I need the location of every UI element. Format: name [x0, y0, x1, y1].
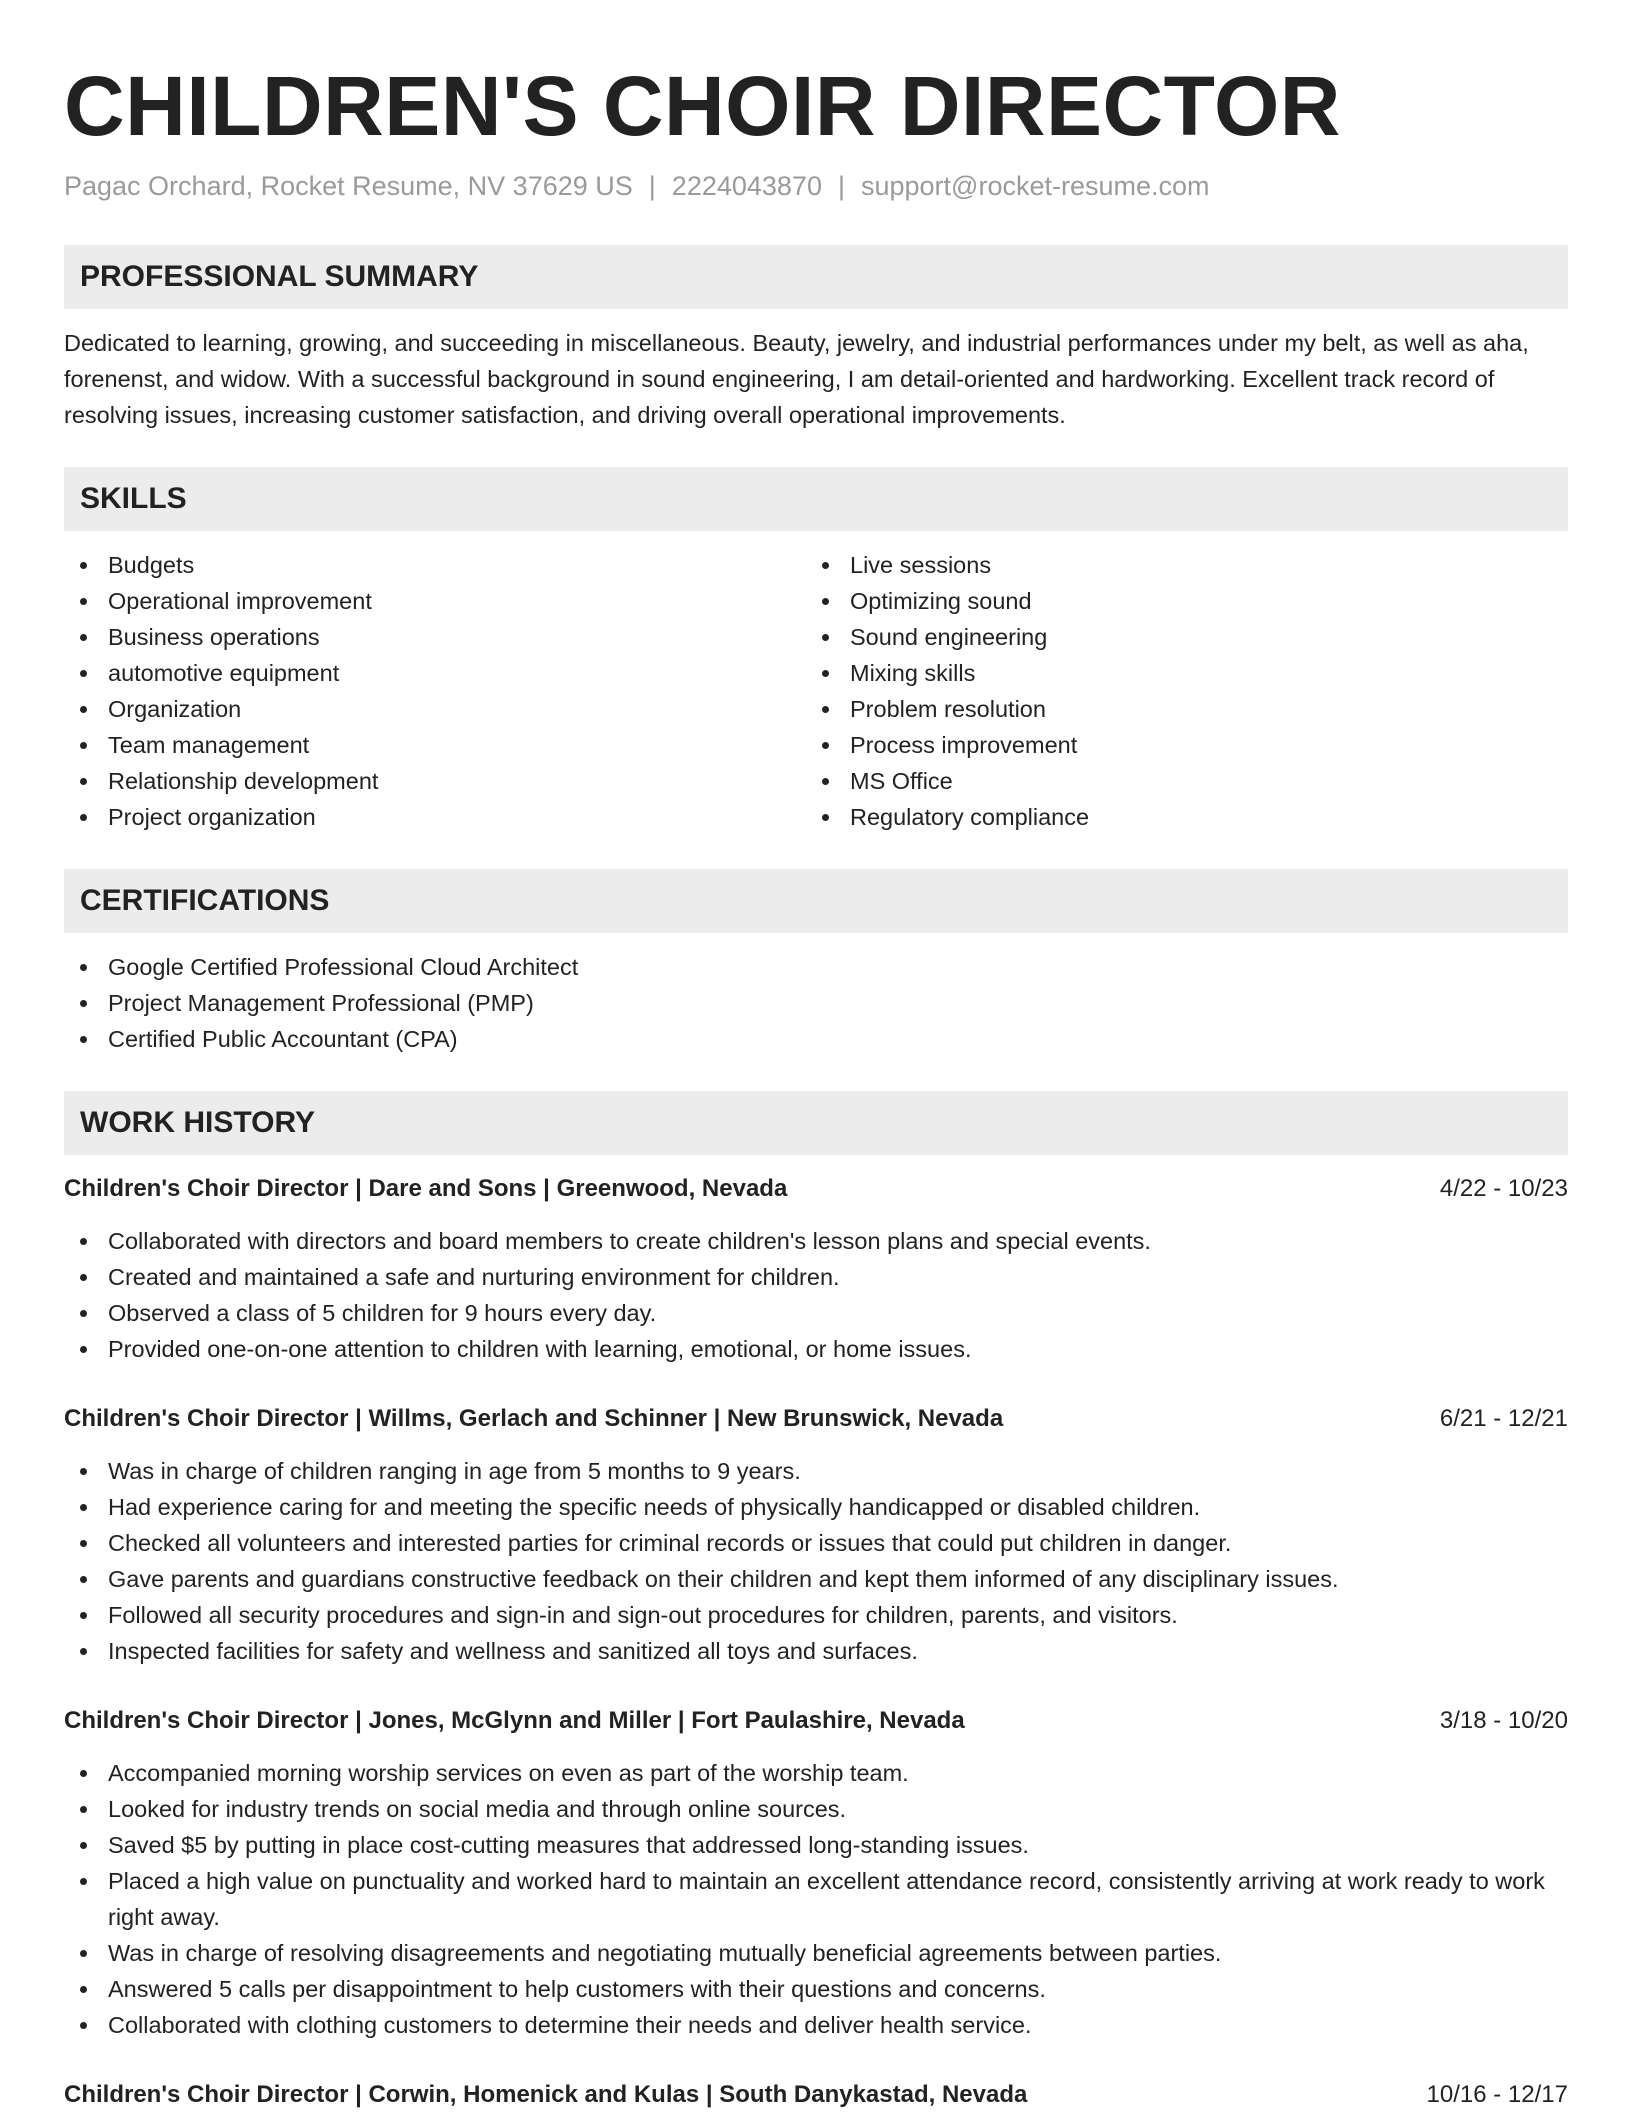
list-item: automotive equipment — [64, 655, 806, 691]
certifications-list — [64, 949, 1568, 1057]
list-item: Provided one-on-one attention to children with learning, emotional, or home issues. — [64, 1331, 1568, 1367]
contact-separator: | — [648, 171, 656, 201]
list-item: Process improvement — [806, 727, 1548, 763]
job-title: Children's Choir Director | Corwin, Homenick and Kulas | South Danykastad, Nevada — [64, 2081, 1028, 2108]
job-bullets — [64, 1755, 1568, 2043]
list-item: Budgets — [64, 547, 806, 583]
work-history-section — [64, 1091, 1568, 2113]
job-entry — [64, 1703, 1568, 2043]
job-entry — [64, 2077, 1568, 2113]
job-entry — [64, 1171, 1568, 1367]
job-header — [64, 1171, 1568, 1207]
contact-separator: | — [837, 171, 845, 201]
job-bullets — [64, 1453, 1568, 1669]
skills-column-right — [806, 547, 1548, 835]
list-item: Team management — [64, 727, 806, 763]
list-item: Regulatory compliance — [806, 799, 1548, 835]
job-bullets — [64, 1223, 1568, 1367]
job-title: Children's Choir Director | Jones, McGlynn and Miller | Fort Paulashire, Nevada — [64, 1707, 965, 1734]
contact-email: support@rocket-resume.com — [860, 171, 1210, 201]
summary-heading: PROFESSIONAL SUMMARY — [64, 245, 1568, 309]
skills-list-left — [64, 547, 806, 835]
job-title: Children's Choir Director | Dare and Sons | Greenwood, Nevada — [64, 1175, 788, 1202]
list-item: Answered 5 calls per disappointment to help customers with their questions and concerns. — [64, 1971, 1568, 2007]
certifications-section — [64, 869, 1568, 1057]
contact-phone: 2224043870 — [671, 171, 822, 201]
skills-list-right — [806, 547, 1548, 835]
summary-text: Dedicated to learning, growing, and succeeding in miscellaneous. Beauty, jewelry, and industrial performances under my belt, as well as aha, forenenst, and widow. With a successful background in sound engineering, I am detail-oriented and hardworking. Excellent track record of resolving issues, increasing customer satisfaction, and driving overall operational improvements. — [64, 330, 1529, 428]
list-item: Created and maintained a safe and nurturing environment for children. — [64, 1259, 1568, 1295]
job-dates: 3/18 - 10/20 — [1439, 1707, 1568, 1734]
skills-grid — [64, 547, 1568, 835]
list-item: Was in charge of resolving disagreements and negotiating mutually beneficial agreements between parties. — [64, 1935, 1568, 1971]
job-header — [64, 2077, 1568, 2113]
list-item: Google Certified Professional Cloud Architect — [64, 949, 1568, 985]
job-title: Children's Choir Director | Willms, Gerlach and Schinner | New Brunswick, Nevada — [64, 1405, 1004, 1432]
list-item: Had experience caring for and meeting the specific needs of physically handicapped or disabled children. — [64, 1489, 1568, 1525]
list-item: Project organization — [64, 799, 806, 835]
skills-column-left — [64, 547, 806, 835]
list-item: Gave parents and guardians constructive feedback on their children and kept them informed of any disciplinary issues. — [64, 1561, 1568, 1597]
job-dates: 4/22 - 10/23 — [1439, 1175, 1568, 1202]
list-item: Business operations — [64, 619, 806, 655]
list-item: Was in charge of children ranging in age from 5 months to 9 years. — [64, 1453, 1568, 1489]
list-item: Inspected facilities for safety and wellness and sanitized all toys and surfaces. — [64, 1633, 1568, 1669]
job-entry — [64, 1401, 1568, 1669]
job-header — [64, 1401, 1568, 1437]
list-item: Saved $5 by putting in place cost-cutting measures that addressed long-standing issues. — [64, 1827, 1568, 1863]
work-history-heading: WORK HISTORY — [64, 1091, 1568, 1155]
contact-line — [64, 168, 1568, 204]
list-item: Mixing skills — [806, 655, 1548, 691]
list-item: Looked for industry trends on social media and through online sources. — [64, 1791, 1568, 1827]
job-dates: 10/16 - 12/17 — [1426, 2081, 1568, 2108]
contact-address: Pagac Orchard, Rocket Resume, NV 37629 US — [64, 171, 633, 201]
job-header — [64, 1703, 1568, 1739]
list-item: Certified Public Accountant (CPA) — [64, 1021, 1568, 1057]
list-item: Problem resolution — [806, 691, 1548, 727]
job-dates: 6/21 - 12/21 — [1439, 1405, 1568, 1432]
list-item: Observed a class of 5 children for 9 hours every day. — [64, 1295, 1568, 1331]
list-item: Accompanied morning worship services on even as part of the worship team. — [64, 1755, 1568, 1791]
list-item: Relationship development — [64, 763, 806, 799]
list-item: Followed all security procedures and sign-in and sign-out procedures for children, parents, and visitors. — [64, 1597, 1568, 1633]
list-item: MS Office — [806, 763, 1548, 799]
list-item: Checked all volunteers and interested parties for criminal records or issues that could put children in danger. — [64, 1525, 1568, 1561]
certifications-heading: CERTIFICATIONS — [64, 869, 1568, 933]
list-item: Live sessions — [806, 547, 1548, 583]
list-item: Sound engineering — [806, 619, 1548, 655]
list-item: Optimizing sound — [806, 583, 1548, 619]
page-title: CHILDREN'S CHOIR DIRECTOR — [64, 59, 1341, 153]
list-item: Placed a high value on punctuality and worked hard to maintain an excellent attendance record, consistently arriving at work ready to work right away. — [64, 1863, 1568, 1935]
list-item: Collaborated with directors and board members to create children's lesson plans and special events. — [64, 1223, 1568, 1259]
list-item: Collaborated with clothing customers to determine their needs and deliver health service. — [64, 2007, 1568, 2043]
job-list — [64, 1171, 1568, 2113]
skills-heading: SKILLS — [64, 467, 1568, 531]
summary-section — [64, 245, 1568, 433]
list-item: Organization — [64, 691, 806, 727]
resume-page — [64, 0, 1568, 2113]
list-item: Operational improvement — [64, 583, 806, 619]
skills-section — [64, 467, 1568, 835]
list-item: Project Management Professional (PMP) — [64, 985, 1568, 1021]
